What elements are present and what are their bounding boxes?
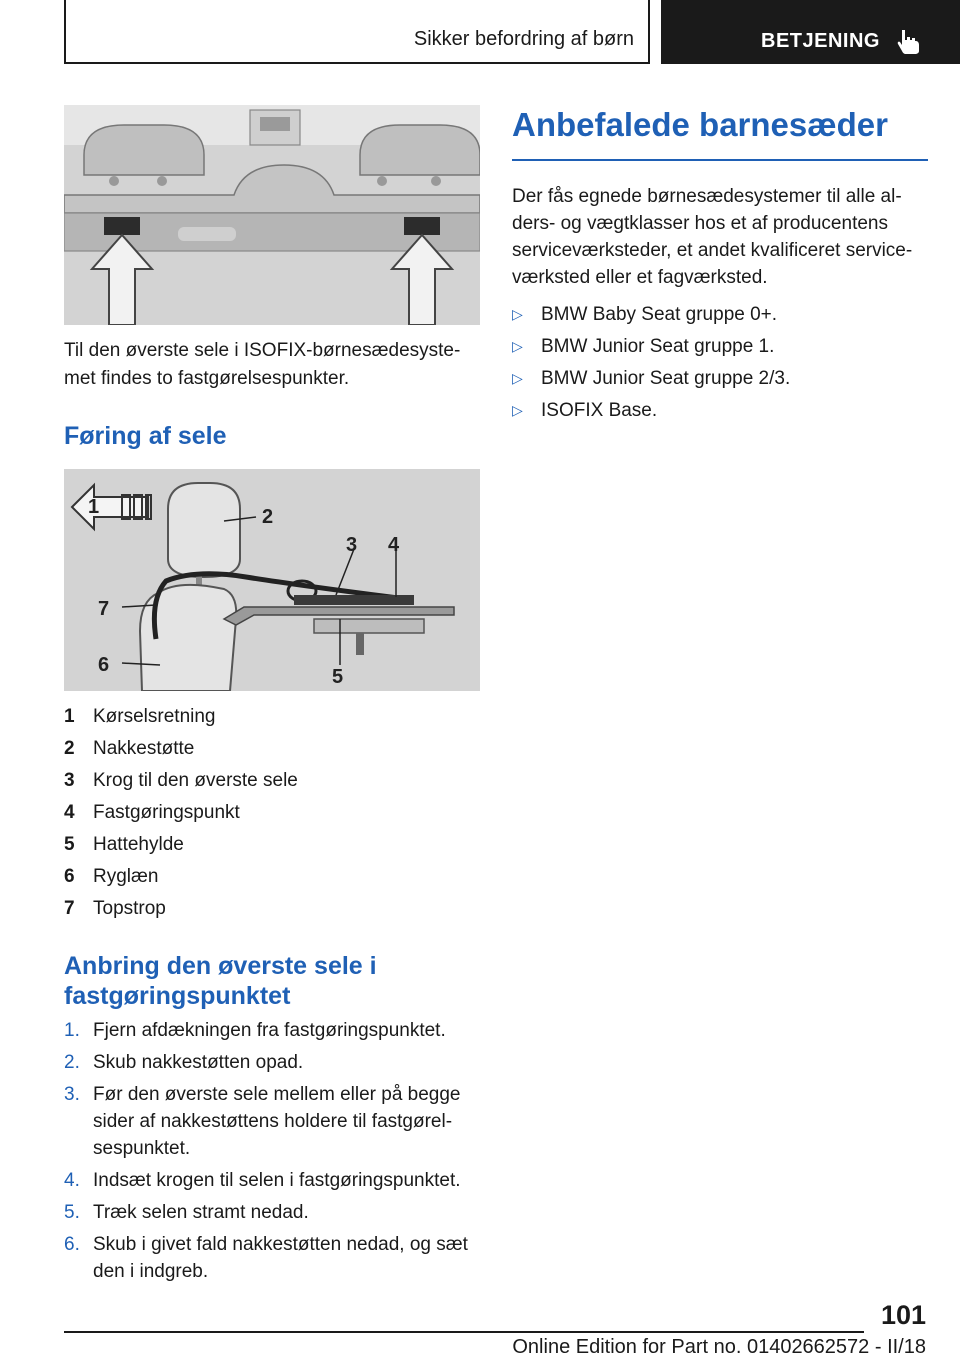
list-item: ▷ ISOFIX Base. bbox=[512, 397, 928, 424]
triangle-bullet-icon: ▷ bbox=[512, 338, 523, 354]
label-2: 2 bbox=[262, 506, 274, 528]
label-1: 1 bbox=[88, 496, 100, 518]
section-title-attach-strap: Anbring den øverste sele i fastgøringspunktet bbox=[64, 952, 377, 1010]
chapter-tab bbox=[661, 0, 960, 64]
list-item: ▷ BMW Baby Seat gruppe 0+. bbox=[512, 301, 928, 328]
left-column bbox=[64, 105, 480, 1290]
step-item: 5. Træk selen stramt nedad. bbox=[64, 1202, 309, 1223]
legend-item: 6 Ryglæn bbox=[64, 866, 159, 887]
triangle-bullet-icon: ▷ bbox=[512, 370, 523, 386]
label-7: 7 bbox=[98, 598, 110, 620]
step-item: 6. Skub i givet fald nakkestøtten nedad, og sæt den i indgreb. bbox=[64, 1234, 468, 1282]
figure-legend bbox=[64, 701, 480, 925]
section-title-recommended-seats: Anbefalede barnesæder bbox=[512, 106, 888, 143]
label-6: 6 bbox=[98, 654, 110, 676]
recommended-seats-list bbox=[512, 301, 928, 424]
label-5: 5 bbox=[332, 666, 344, 688]
label-3: 3 bbox=[346, 534, 358, 556]
legend-item: 4 Fastgøringspunkt bbox=[64, 802, 240, 823]
triangle-bullet-icon: ▷ bbox=[512, 402, 523, 418]
triangle-bullet-icon: ▷ bbox=[512, 306, 523, 322]
step-item: 2. Skub nakkestøtten opad. bbox=[64, 1052, 304, 1073]
label-4: 4 bbox=[388, 534, 400, 556]
instruction-steps bbox=[64, 1017, 480, 1285]
legend-item: 7 Topstrop bbox=[64, 898, 166, 919]
edition-note: Online Edition for Part no. 01402662572 - II/18 bbox=[512, 1336, 926, 1358]
chapter-label: BETJENING bbox=[761, 30, 880, 52]
legend-item: 2 Nakkestøtte bbox=[64, 738, 195, 759]
right-column bbox=[512, 105, 928, 429]
section-title: Sikker befordring af børn bbox=[413, 28, 634, 50]
header-section-box bbox=[64, 0, 650, 64]
step-item: 3. Før den øverste sele mellem eller på begge sider af nakkestøttens holdere til fastgørel-sespunktet. bbox=[64, 1084, 461, 1159]
isofix-anchor-figure bbox=[64, 105, 480, 325]
legend-item: 1 Kørselsretning bbox=[64, 706, 216, 727]
pointing-hand-icon bbox=[894, 28, 920, 54]
intro-paragraph: Der fås egnede børnesædesystemer til alle al-ders- og vægtklasser hos et af producentens serviceværksteder, et andet kvalificeret service-værksted eller et fagværksted. bbox=[512, 186, 913, 288]
figure-caption: Til den øverste sele i ISOFIX-børnesædesyste-met findes to fastgørelsespunkter. bbox=[64, 340, 461, 389]
title-divider bbox=[512, 159, 928, 161]
strap-routing-figure bbox=[64, 469, 480, 691]
step-item: 4. Indsæt krogen til selen i fastgøringspunktet. bbox=[64, 1170, 461, 1191]
legend-item: 3 Krog til den øverste sele bbox=[64, 770, 298, 791]
list-item: ▷ BMW Junior Seat gruppe 2/3. bbox=[512, 365, 928, 392]
list-item: ▷ BMW Junior Seat gruppe 1. bbox=[512, 333, 928, 360]
page-number: 101 bbox=[880, 1300, 926, 1330]
section-title-strap-routing: Føring af sele bbox=[64, 422, 227, 450]
step-item: 1. Fjern afdækningen fra fastgøringspunktet. bbox=[64, 1020, 446, 1041]
legend-item: 5 Hattehylde bbox=[64, 834, 184, 855]
footer-divider bbox=[64, 1331, 864, 1333]
